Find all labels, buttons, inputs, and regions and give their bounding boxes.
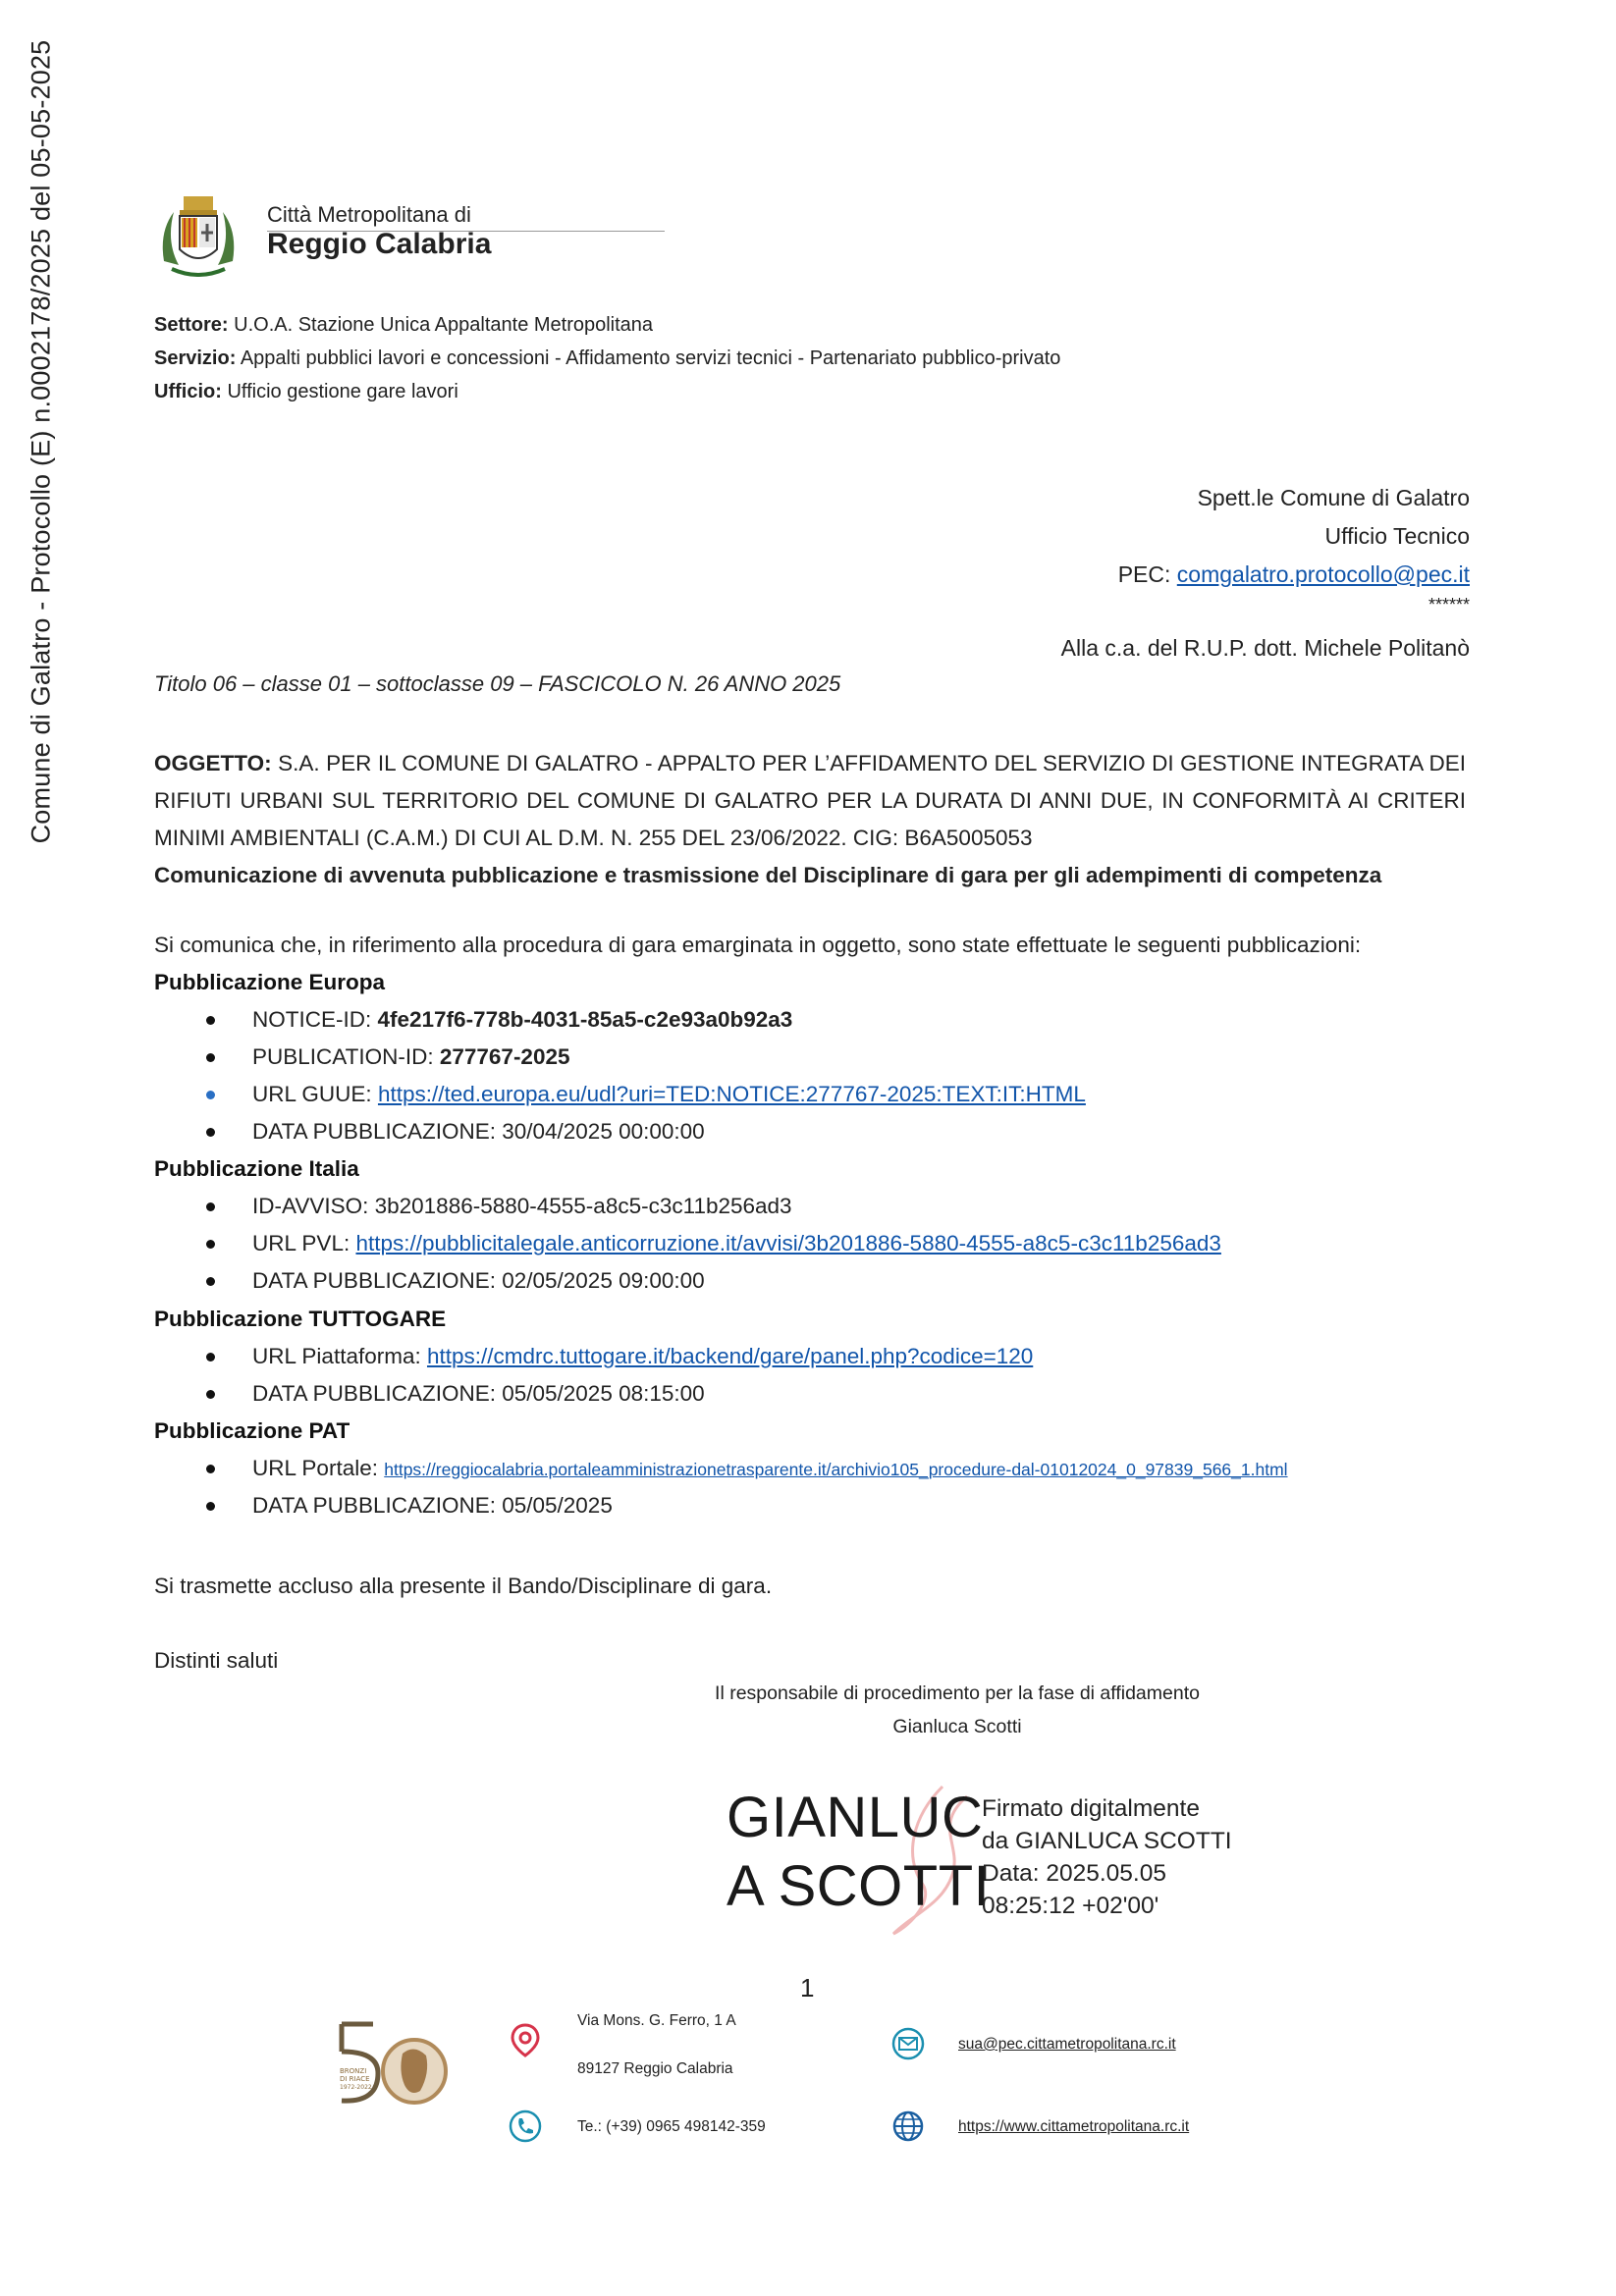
- bullet-dot: [206, 1202, 215, 1211]
- tuttogare-date: DATA PUBBLICAZIONE: 05/05/2025 08:15:00: [252, 1381, 705, 1406]
- italia-date: DATA PUBBLICAZIONE: 02/05/2025 09:00:00: [252, 1268, 705, 1293]
- italia-id: ID-AVVISO: 3b201886-5880-4555-a8c5-c3c11b256ad3: [252, 1194, 792, 1218]
- phone-icon: [508, 2109, 543, 2144]
- recipient-stars: ******: [1427, 595, 1470, 614]
- section-italia-title: Pubblicazione Italia: [154, 1156, 359, 1181]
- signature-big-line-1: GIANLUC: [727, 1786, 984, 1849]
- trasmette-paragraph: Si trasmette accluso alla presente il Bando/Disciplinare di gara.: [154, 1574, 773, 1598]
- recipient-line-1: Spett.le Comune di Galatro: [1197, 485, 1470, 510]
- signature-big-line-2: A SCOTTI: [727, 1854, 991, 1918]
- url-piattaforma-label: URL Piattaforma:: [252, 1344, 427, 1368]
- titolo-classificazione: Titolo 06 – classe 01 – sottoclasse 09 – FASCICOLO N. 26 ANNO 2025: [154, 671, 841, 696]
- publication-id-label: PUBLICATION-ID:: [252, 1044, 440, 1069]
- recipient-pec: [1118, 561, 1470, 588]
- url-portale-label: URL Portale:: [252, 1456, 385, 1480]
- bullet-dot: [206, 1053, 215, 1062]
- servizio-label: Servizio:: [154, 347, 237, 369]
- svg-text:1972-2022: 1972-2022: [340, 2084, 372, 2091]
- signature-role: Il responsabile di procedimento per la fase di affidamento: [715, 1682, 1200, 1704]
- meta-settore: [154, 314, 653, 337]
- recipient-rup: Alla c.a. del R.U.P. dott. Michele Politanò: [1060, 635, 1470, 661]
- footer-address-1: Via Mons. G. Ferro, 1 A: [577, 2012, 736, 2029]
- email-icon: [890, 2026, 926, 2061]
- bullet-dot: [206, 1128, 215, 1137]
- digital-signature-block: [982, 1792, 1232, 1922]
- url-pvl-link[interactable]: https://pubblicitalegale.anticorruzione.it/avvisi/3b201886-5880-4555-a8c5-c3c11b256ad3: [355, 1231, 1221, 1255]
- notice-id-label: NOTICE-ID:: [252, 1007, 378, 1032]
- url-guue-label: URL GUUE:: [252, 1082, 378, 1106]
- ufficio-label: Ufficio:: [154, 381, 222, 402]
- page-number: 1: [800, 1973, 815, 2002]
- digital-line-1: Firmato digitalmente: [982, 1795, 1200, 1822]
- meta-servizio: [154, 347, 1060, 370]
- protocol-stamp: [12, 29, 71, 854]
- servizio-value: Appalti pubblici lavori e concessioni - Affidamento servizi tecnici - Partenariato pubblico-privato: [240, 347, 1061, 369]
- bullet-dot: [206, 1465, 215, 1473]
- logo-line-2: Reggio Calabria: [267, 228, 492, 260]
- bullet-dot: [206, 1277, 215, 1286]
- pat-date: DATA PUBBLICAZIONE: 05/05/2025: [252, 1493, 613, 1518]
- footer-address-2: 89127 Reggio Calabria: [577, 2060, 733, 2077]
- svg-text:BRONZI: BRONZI: [340, 2067, 367, 2075]
- settore-label: Settore:: [154, 314, 229, 336]
- map-pin-icon: [508, 2022, 543, 2057]
- bronzi-di-riace-logo-icon: [334, 2014, 452, 2122]
- header-logo: [154, 192, 517, 277]
- oggetto-text: S.A. PER IL COMUNE DI GALATRO - APPALTO PER L’AFFIDAMENTO DEL SERVIZIO DI GESTIONE INTEGRATA DEI RIFIUTI URBANI SUL TERRITORIO DEL COMUNE DI GALATRO PER LA DURATA DI ANNI DUE, IN CONFORMITÀ AI CRITERI MINIMI AMBIENTALI (C.A.M.) DI CUI AL D.M. N. 255 DEL 23/06/2022. CIG: B6A5005053: [154, 751, 1466, 850]
- intro-paragraph: Si comunica che, in riferimento alla procedura di gara emarginata in oggetto, sono state effettuate le seguenti pubblicazioni:: [154, 933, 1362, 957]
- signature-name: Gianluca Scotti: [892, 1716, 1022, 1737]
- footer-phone: Te.: (+39) 0965 498142-359: [577, 2118, 766, 2135]
- protocol-stamp-text: Comune di Galatro - Protocollo (E) n.0002178/2025 del 05-05-2025: [26, 39, 56, 844]
- section-europa-title: Pubblicazione Europa: [154, 970, 386, 994]
- oggetto-subtitle: Comunicazione di avvenuta pubblicazione e trasmissione del Disciplinare di gara per gli adempimenti di competenza: [154, 863, 1382, 887]
- bullet-dot: [206, 1502, 215, 1511]
- meta-ufficio: [154, 381, 458, 403]
- bullet-dot: [206, 1240, 215, 1249]
- oggetto-block: [154, 745, 1466, 894]
- digital-line-3: Data: 2025.05.05: [982, 1860, 1166, 1887]
- footer-website-link[interactable]: https://www.cittametropolitana.rc.it: [958, 2118, 1190, 2135]
- saluti: Distinti saluti: [154, 1648, 279, 1673]
- pec-link[interactable]: comgalatro.protocollo@pec.it: [1176, 561, 1470, 587]
- svg-text:DI RIACE: DI RIACE: [340, 2075, 370, 2083]
- footer-email: [958, 2036, 1176, 2054]
- section-pat-title: Pubblicazione PAT: [154, 1418, 350, 1443]
- notice-id-value: 4fe217f6-778b-4031-85a5-c2e93a0b92a3: [377, 1007, 793, 1032]
- oggetto-label: OGGETTO:: [154, 751, 272, 775]
- recipient-line-2: Ufficio Tecnico: [1324, 523, 1470, 549]
- europa-date: DATA PUBBLICAZIONE: 30/04/2025 00:00:00: [252, 1119, 705, 1144]
- bullet-dot: [206, 1091, 215, 1099]
- footer-email-link[interactable]: sua@pec.cittametropolitana.rc.it: [958, 2036, 1176, 2053]
- url-piattaforma-link[interactable]: https://cmdrc.tuttogare.it/backend/gare/panel.php?codice=120: [426, 1344, 1034, 1368]
- url-portale-link[interactable]: https://reggiocalabria.portaleamministrazionetrasparente.it/archivio105_procedure-dal-01012024_0_97839_566_1.html: [384, 1460, 1288, 1479]
- bullet-dot: [206, 1016, 215, 1025]
- bullet-dot: [206, 1353, 215, 1362]
- coat-of-arms-icon: [154, 192, 242, 277]
- pec-label: PEC:: [1117, 561, 1171, 587]
- ufficio-value: Ufficio gestione gare lavori: [227, 381, 458, 402]
- bullet-dot: [206, 1390, 215, 1399]
- settore-value: U.O.A. Stazione Unica Appaltante Metropolitana: [234, 314, 654, 336]
- globe-icon: [890, 2109, 926, 2144]
- url-guue-link[interactable]: https://ted.europa.eu/udl?uri=TED:NOTICE:277767-2025:TEXT:IT:HTML: [377, 1082, 1086, 1106]
- publication-id-value: 277767-2025: [439, 1044, 570, 1069]
- logo-line-1: Città Metropolitana di: [267, 202, 471, 227]
- section-tuttogare-title: Pubblicazione TUTTOGARE: [154, 1307, 447, 1331]
- footer-website: [958, 2118, 1189, 2136]
- digital-line-4: 08:25:12 +02'00': [982, 1893, 1159, 1919]
- digital-line-2: da GIANLUCA SCOTTI: [982, 1828, 1232, 1854]
- url-pvl-label: URL PVL:: [252, 1231, 356, 1255]
